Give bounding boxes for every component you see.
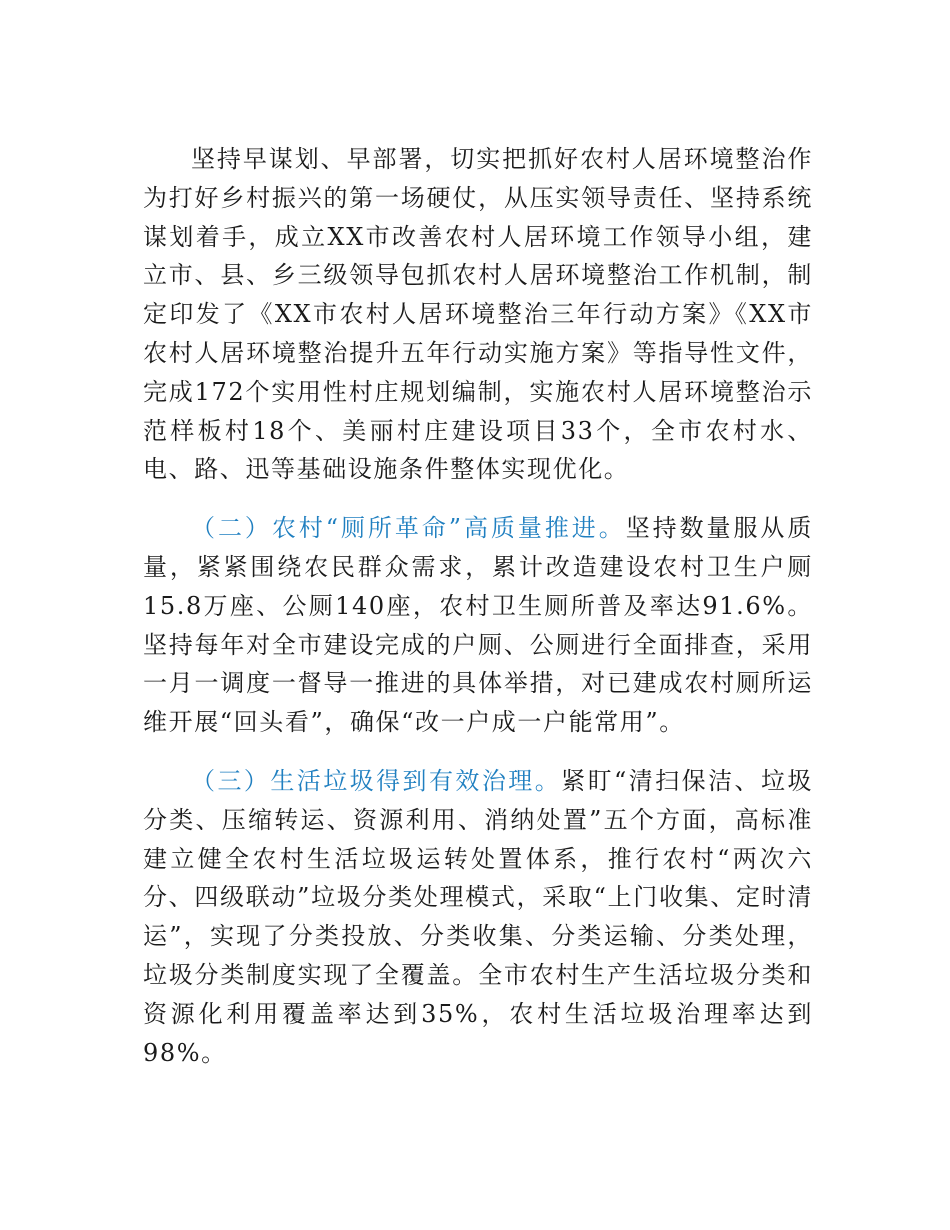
paragraph-2-heading: （二）农村“厕所革命”高质量推进。 — [191, 514, 626, 543]
paragraph-3-heading: （三）生活垃圾得到有效治理。 — [191, 766, 562, 795]
document-body — [143, 140, 813, 1072]
paragraph-1 — [143, 140, 813, 489]
paragraph-2-text: 坚持数量服从质量，紧紧围绕农民群众需求，累计改造建设农村卫生户厕15.8万座、公厕140座，农村卫生厕所普及率达91.6%。坚持每年对全市建设完成的户厕、公厕进行全面排查，采用一月一调度一督导一推进的具体举措，对已建成农村厕所运维开展“回头看”，确保“改一户成一户能常用”。 — [143, 514, 813, 737]
paragraph-2 — [143, 509, 813, 742]
paragraph-1-text: 坚持早谋划、早部署，切实把抓好农村人居环境整治作为打好乡村振兴的第一场硬仗，从压实领导责任、坚持系统谋划着手，成立XX市改善农村人居环境工作领导小组，建立市、县、乡三级领导包抓农村人居环境整治工作机制，制定印发了《XX市农村人居环境整治三年行动方案》《XX市农村人居环境整治提升五年行动实施方案》等指导性文件，完成172个实用性村庄规划编制，实施农村人居环境整治示范样板村18个、美丽村庄建设项目33个，全市农村水、电、路、迅等基础设施条件整体实现优化。 — [143, 145, 813, 484]
paragraph-3 — [143, 762, 813, 1072]
paragraph-3-text: 紧盯“清扫保洁、垃圾分类、压缩转运、资源利用、消纳处置”五个方面，高标准建立健全农村生活垃圾运转处置体系，推行农村“两次六分、四级联动”垃圾分类处理模式，采取“上门收集、定时清运”，实现了分类投放、分类收集、分类运输、分类处理，垃圾分类制度实现了全覆盖。全市农村生产生活垃圾分类和资源化利用覆盖率达到35%，农村生活垃圾治理率达到98%。 — [143, 766, 813, 1067]
